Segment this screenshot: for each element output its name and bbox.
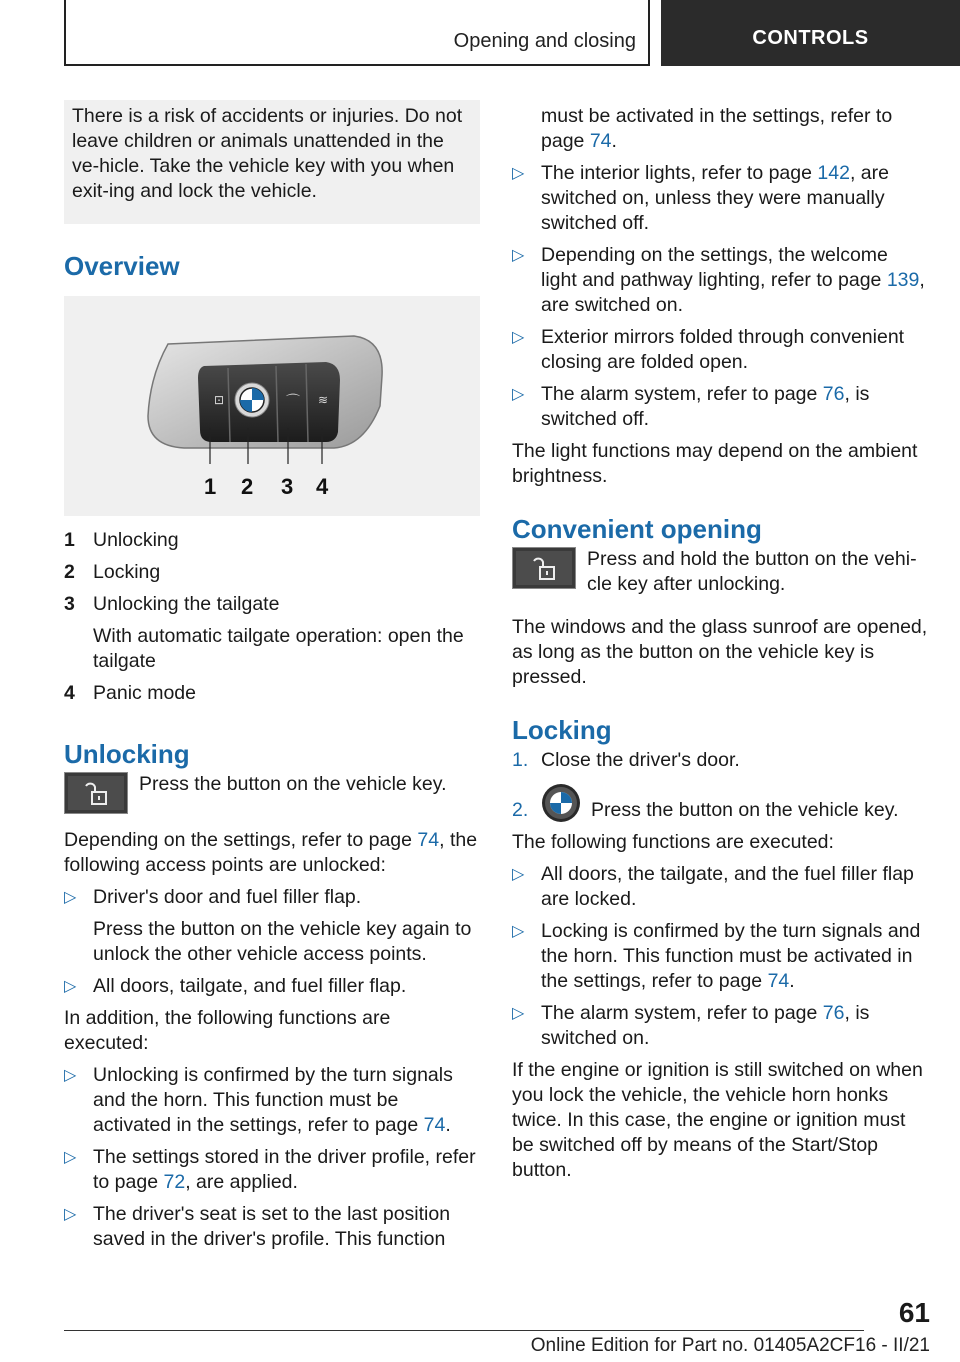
convenient-opening-heading: Convenient opening: [512, 514, 762, 544]
bullet-text: The interior lights, refer to page: [541, 162, 818, 184]
bullet-text: The settings stored in the driver profile, refer to page: [93, 1146, 476, 1193]
page-link[interactable]: 76: [822, 383, 845, 405]
triangle-bullet-icon: ▷: [512, 866, 525, 883]
header-underline: [64, 64, 650, 66]
addition-paragraph: In addition, the following functions are executed:: [64, 1007, 391, 1054]
page-link[interactable]: 72: [163, 1171, 186, 1193]
triangle-bullet-icon: ▷: [64, 1206, 77, 1223]
overview-heading: Overview: [64, 251, 180, 281]
header-chapter-tab[interactable]: CONTROLS: [661, 0, 960, 66]
bullet-item: [512, 325, 928, 375]
bullet-item: [64, 1145, 480, 1195]
header-section-title: Opening and closing: [453, 30, 636, 52]
bullet-text: Unlocking is confirmed by the turn signals and the horn. This function must be activated in the settings, refer to page: [93, 1064, 453, 1136]
locking-heading: Locking: [512, 715, 612, 745]
figure-label-2: 2: [241, 474, 254, 499]
bullet-text: All doors, tailgate, and fuel filler flap.: [93, 975, 407, 997]
step-text: Press the button on the vehicle key.: [591, 799, 899, 821]
bullet-text: Driver's door and fuel filler flap.: [93, 886, 362, 908]
edition-footer: Online Edition for Part no. 01405A2CF16 - II/21: [530, 1335, 930, 1356]
unlocking-heading: Unlocking: [64, 739, 190, 769]
right-column: [512, 104, 928, 1183]
step-text: Close the driver's door.: [541, 749, 740, 771]
bullet-text: The driver's seat is set to the last position saved in the driver's profile. This function: [93, 1203, 451, 1250]
bullet-item: [512, 243, 928, 318]
step-item: [512, 748, 928, 773]
header-divider: [648, 0, 650, 66]
bullet-item: [64, 974, 480, 999]
bullet-text: , are applied.: [185, 1171, 298, 1193]
vehicle-key-illustration: [64, 296, 480, 516]
bullet-item: [512, 919, 928, 994]
triangle-bullet-icon: ▷: [512, 1005, 525, 1022]
legend-number: 2: [64, 561, 75, 583]
bullet-text: .: [445, 1114, 451, 1136]
vehicle-key-figure: [64, 296, 480, 516]
bullet-text: , is switched on.: [541, 1002, 870, 1049]
legend-item: [64, 681, 480, 706]
key-legend: [64, 528, 480, 706]
paragraph-text: Depending on the settings, refer to page: [64, 829, 418, 851]
bullet-text: .: [789, 970, 795, 992]
bullet-text: .: [611, 130, 617, 152]
bullet-item: [64, 1063, 480, 1138]
footer-rule: [64, 1330, 864, 1331]
svg-text:⊡: ⊡: [214, 393, 225, 407]
bullet-subtext: Press the button on the vehicle key again to unlock the other vehicle access points.: [93, 918, 472, 965]
legend-item: [64, 560, 480, 585]
unlock-instruction: [64, 772, 480, 814]
triangle-bullet-icon: ▷: [64, 1067, 77, 1084]
page-link[interactable]: 74: [589, 130, 612, 152]
page-link[interactable]: 74: [767, 970, 790, 992]
legend-text: Panic mode: [93, 682, 196, 704]
unlock-instruction-text: Press the button on the vehicle key.: [139, 773, 447, 795]
legend-number: 3: [64, 593, 75, 615]
bullet-text: Locking is confirmed by the turn signals and the horn. This function must be activated in the settings, refer to page: [541, 920, 921, 992]
triangle-bullet-icon: ▷: [512, 165, 525, 182]
figure-label-3: 3: [281, 474, 294, 499]
bullet-text: Exterior mirrors folded through convenient closing are folded open.: [541, 326, 905, 373]
bullet-item: [512, 161, 928, 236]
page-link[interactable]: 76: [822, 1002, 845, 1024]
warning-box: [64, 100, 480, 224]
bullet-text: , is switched off.: [541, 383, 870, 430]
bullet-text: , are switched on.: [541, 269, 925, 316]
triangle-bullet-icon: ▷: [64, 889, 77, 906]
paragraph-text: , the following access points are unlocked:: [64, 829, 478, 876]
unlock-button-icon: [512, 547, 576, 589]
legend-text: Unlocking the tailgate: [93, 593, 280, 615]
following-paragraph: The following functions are executed:: [512, 831, 834, 853]
locking-steps: [512, 748, 928, 823]
left-column: [64, 100, 480, 1252]
step-number: 2.: [512, 799, 529, 821]
legend-item: [64, 592, 480, 617]
triangle-bullet-icon: ▷: [512, 923, 525, 940]
bullet-text: Depending on the settings, the welcome light and pathway lighting, refer to page: [541, 244, 888, 291]
figure-label-4: 4: [316, 474, 329, 499]
convenient-opening-instruction-text: Press and hold the button on the vehi‐cle key after unlocking.: [587, 548, 917, 595]
page-link[interactable]: 142: [817, 162, 850, 184]
page-link[interactable]: 139: [886, 269, 920, 291]
triangle-bullet-icon: ▷: [512, 386, 525, 403]
bullet-item: [64, 1202, 480, 1252]
lock-button-icon: [541, 783, 581, 823]
unlock-depending-paragraph: [64, 828, 480, 878]
legend-subtext: With automatic tailgate operation: open the tailgate: [93, 625, 464, 672]
figure-label-1: 1: [204, 474, 217, 499]
continued-bullet-text: [512, 104, 928, 154]
triangle-bullet-icon: ▷: [512, 329, 525, 346]
bullet-text: The alarm system, refer to page: [541, 1002, 823, 1024]
bullet-item: [64, 885, 480, 910]
convenient-opening-instruction: [512, 547, 928, 597]
bullet-item: [512, 1001, 928, 1051]
legend-item: [64, 528, 480, 553]
legend-text: Unlocking: [93, 529, 179, 551]
bullet-text: , are switched on, unless they were manually switched off.: [541, 162, 889, 234]
bullet-text: must be activated in the settings, refer to page: [541, 105, 893, 152]
convenient-opening-paragraph: The windows and the glass sunroof are opened, as long as the button on the vehicle key is pressed.: [512, 616, 928, 688]
unlock-button-icon: [64, 772, 128, 814]
legend-text: Locking: [93, 561, 161, 583]
bullet-item: [512, 382, 928, 432]
triangle-bullet-icon: ▷: [64, 1149, 77, 1166]
legend-number: 1: [64, 529, 75, 551]
bullet-item: [512, 862, 928, 912]
bullet-text: The alarm system, refer to page: [541, 383, 823, 405]
step-number: 1.: [512, 749, 529, 771]
step-item: [512, 783, 928, 823]
triangle-bullet-icon: ▷: [512, 247, 525, 264]
page-link[interactable]: 74: [417, 829, 440, 851]
svg-text:⌒: ⌒: [286, 394, 300, 410]
legend-number: 4: [64, 682, 75, 704]
page-link[interactable]: 74: [423, 1114, 446, 1136]
engine-note: If the engine or ignition is still switched on when you lock the vehicle, the vehicle horn honks twice. In this case, the engine or ignition must be switched off by means of the Start/Stop button.: [512, 1059, 923, 1181]
warning-text: There is a risk of accidents or injuries. Do not leave children or animals unattended in the ve‐hicle. Take the vehicle key with you when exit‐ing and lock the vehicle.: [72, 105, 463, 202]
header-left-rule: [64, 0, 66, 66]
svg-text:≋: ≋: [318, 393, 329, 407]
bullet-text: All doors, the tailgate, and the fuel filler flap are locked.: [541, 863, 914, 910]
triangle-bullet-icon: ▷: [64, 978, 77, 995]
light-note: The light functions may depend on the ambient brightness.: [512, 440, 918, 487]
page-number: 61: [898, 1297, 930, 1328]
